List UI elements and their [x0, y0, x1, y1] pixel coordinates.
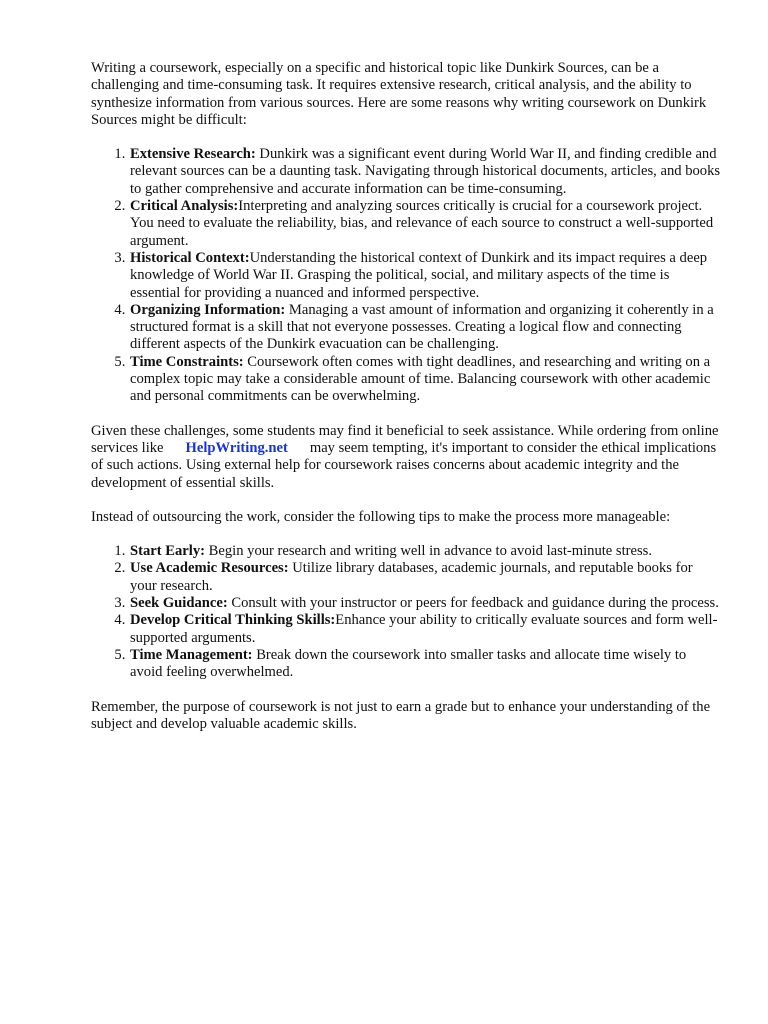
tips-list [91, 543, 721, 681]
item-term: Develop Critical Thinking Skills: [130, 612, 336, 629]
list-item [129, 612, 721, 647]
item-text: Managing a vast amount of information and organizing it coherently in a structured format is a skill that not everyone possesses. Creating a logical flow and connecting different aspects of the Dunkirk evacuation can be challenging. [130, 301, 714, 353]
item-term: Use Academic Resources: [130, 560, 289, 577]
item-text: Begin your research and writing well in advance to avoid last-minute stress. [204, 543, 652, 560]
closing-paragraph: Remember, the purpose of coursework is not just to earn a grade but to enhance your understanding of the subject and develop valuable academic skills. [91, 698, 711, 732]
list-item [129, 198, 721, 250]
item-text: Understanding the historical context of Dunkirk and its impact requires a deep knowledge of World War II. Grasping the political, social, and military aspects of the time is essential for providing a nuanced and informed perspective. [130, 249, 708, 301]
assistance-paragraph [91, 423, 721, 492]
item-term: Time Constraints: [130, 353, 244, 370]
list-item [129, 250, 721, 302]
item-term: Historical Context: [130, 249, 250, 266]
list-item [129, 354, 721, 406]
item-text: Consult with your instructor or peers for feedback and guidance during the process. [227, 595, 719, 612]
item-text: Utilize library databases, academic journals, and reputable books for your research. [130, 560, 693, 594]
item-text: Enhance your ability to critically evaluate sources and form well-supported arguments. [130, 612, 718, 646]
list-item [129, 146, 721, 198]
assistance-text-before: Given these challenges, some students may find it beneficial to seek assistance. While ordering from online services like [91, 422, 719, 456]
difficulties-list [91, 146, 721, 405]
list-item [129, 302, 721, 354]
list-item [129, 543, 721, 560]
list-item [129, 595, 721, 612]
intro-paragraph: Writing a coursework, especially on a specific and historical topic like Dunkirk Sources, can be a challenging and time-consuming task. It requires extensive research, critical analysis, and the ability to synthesize information from various sources. Here are some reasons why writing coursework on Dunkirk Sources might be difficult: [91, 60, 707, 128]
helpwriting-link[interactable]: HelpWriting.net [185, 439, 288, 456]
tips-intro-paragraph: Instead of outsourcing the work, consider the following tips to make the process more manageable: [91, 508, 671, 525]
item-term: Extensive Research: [130, 146, 256, 163]
item-term: Start Early: [130, 543, 205, 560]
assistance-text-after: may seem tempting, it's important to consider the ethical implications of such actions. Using external help for coursework raises concerns about academic integrity and the development of essential skills. [91, 439, 717, 491]
item-text: Break down the coursework into smaller tasks and allocate time wisely to avoid feeling overwhelmed. [130, 646, 687, 681]
item-text: Coursework often comes with tight deadlines, and researching and writing on a complex topic may take a considerable amount of time. Balancing coursework with other academic and personal commitments can be overwhelming. [130, 353, 711, 405]
document-page [91, 60, 721, 750]
list-item [129, 647, 721, 682]
item-term: Time Management: [130, 646, 253, 663]
item-text: Dunkirk was a significant event during World War II, and finding credible and relevant sources can be a daunting task. Navigating through historical documents, articles, and books to gather comprehensive and accurate information can be time-consuming. [130, 146, 721, 197]
item-text: Interpreting and analyzing sources critically is crucial for a coursework project. You need to evaluate the reliability, bias, and relevance of each source to construct a well-supported argument. [130, 198, 714, 249]
item-term: Seek Guidance: [130, 595, 228, 612]
list-item [129, 560, 721, 595]
item-term: Critical Analysis: [130, 198, 239, 215]
item-term: Organizing Information: [130, 301, 286, 318]
